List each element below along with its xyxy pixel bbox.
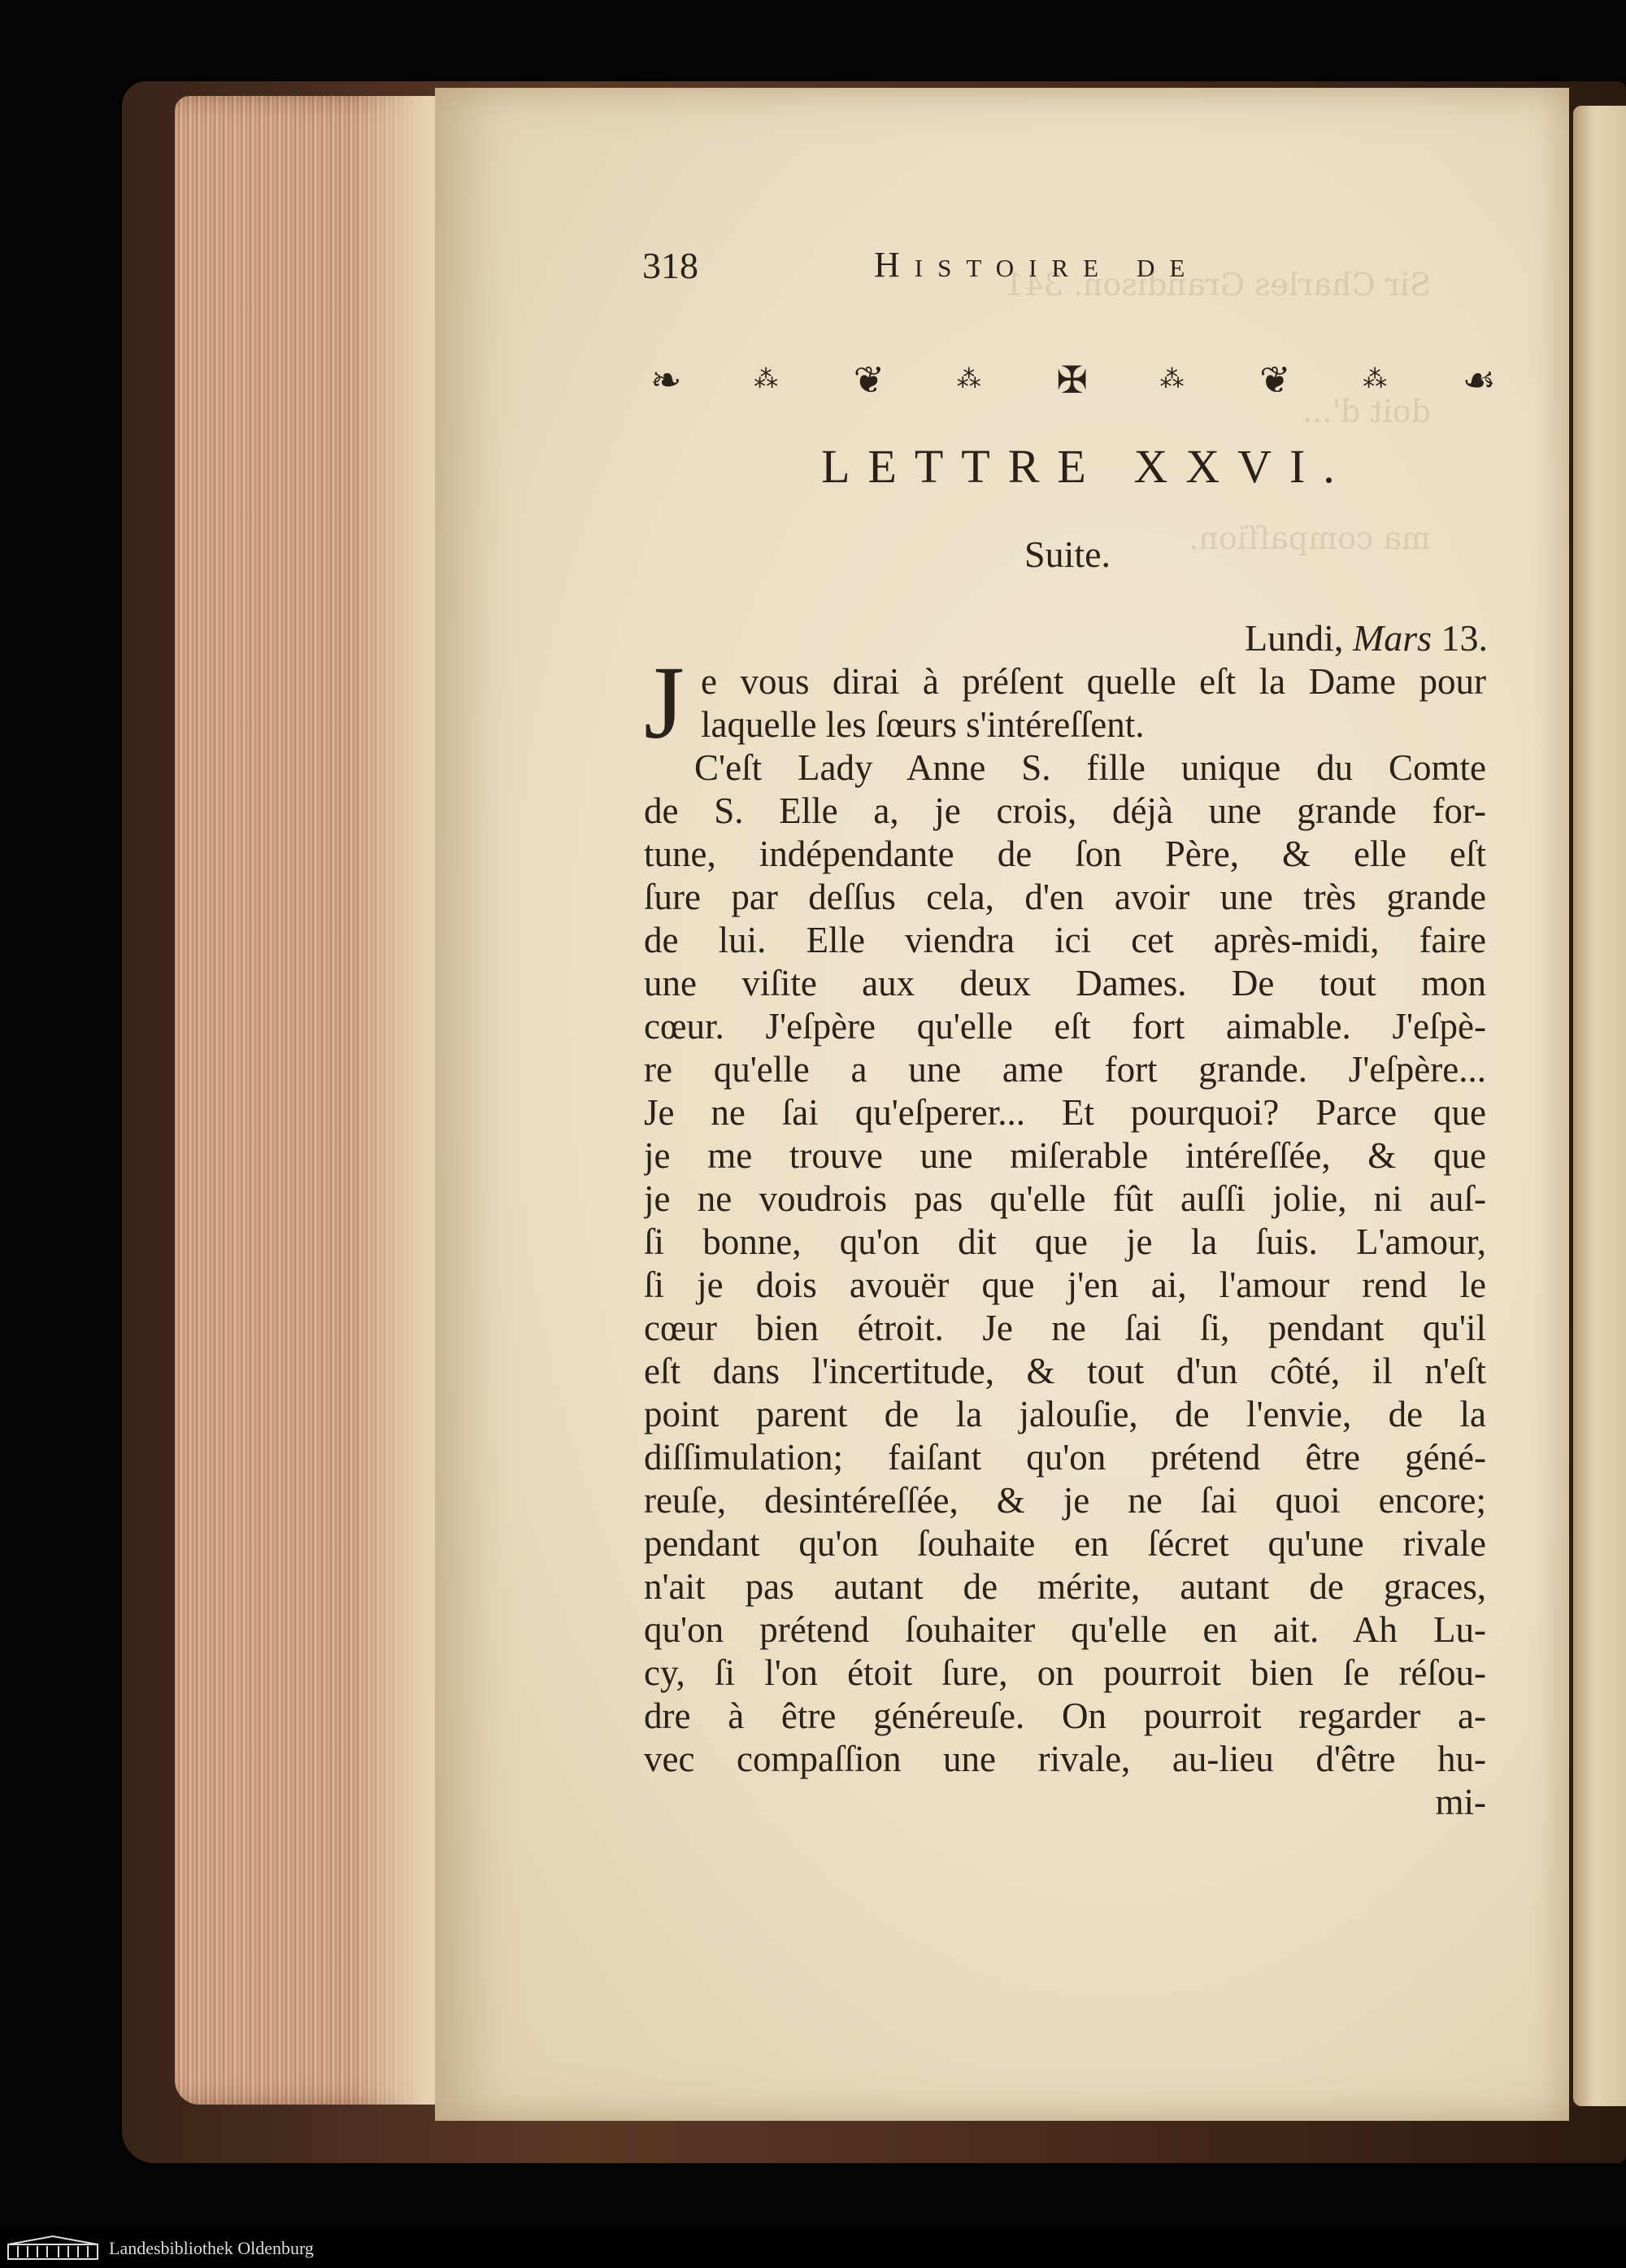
date-day: Lundi, bbox=[1244, 617, 1344, 659]
text-line: e vous dirai à préſent quelle eſt la Dame pour bbox=[701, 661, 1486, 702]
library-footer bbox=[0, 2228, 1626, 2268]
text-line: ſure par deſſus cela, d'en avoir une très grande bbox=[644, 877, 1486, 917]
text-line: point parent de la jalouſie, de l'envie, de la bbox=[644, 1394, 1486, 1434]
text-line: cœur. J'eſpère qu'elle eſt fort aimable. J'eſpè- bbox=[644, 1006, 1486, 1047]
text-line: ſi bonne, qu'on dit que je la ſuis. L'amour, bbox=[644, 1221, 1486, 1262]
catchword: mi- bbox=[1435, 1782, 1486, 1822]
drop-cap: J bbox=[644, 645, 685, 760]
library-name: Landesbibliothek Oldenburg bbox=[109, 2238, 314, 2258]
page-number: 318 bbox=[642, 245, 698, 286]
text-line: laquelle les ſœurs s'intéreſſent. bbox=[701, 704, 1145, 745]
asterisk-ornament-icon: ⁂ bbox=[1159, 365, 1188, 394]
text-line: cy, ſi l'on étoit ſure, on pourroit bien ſe réſou- bbox=[644, 1652, 1486, 1693]
text-line: C'eſt Lady Anne S. fille unique du Comte bbox=[694, 747, 1486, 788]
text-line: de S. Elle a, je crois, déjà une grande for- bbox=[644, 790, 1486, 831]
asterisk-ornament-icon: ⁂ bbox=[1363, 365, 1391, 394]
running-head bbox=[642, 244, 1500, 293]
letter-title: LETTRE XXVI. bbox=[821, 440, 1353, 493]
text-line: de lui. Elle viendra ici cet après-midi, faire bbox=[644, 920, 1486, 960]
fleuron-icon: ☙ bbox=[1462, 358, 1496, 402]
text-line: n'ait pas autant de mérite, autant de graces, bbox=[644, 1566, 1486, 1607]
asterisk-ornament-icon: ⁂ bbox=[754, 365, 782, 394]
scroll-ornament-icon: ❦ bbox=[853, 358, 885, 402]
text-line: dre à être généreuſe. On pourroit regarder a- bbox=[644, 1696, 1486, 1736]
date-number: 13. bbox=[1441, 617, 1488, 659]
text-line: diſſimulation; faiſant qu'on prétend être géné- bbox=[644, 1437, 1486, 1478]
page-edges bbox=[175, 96, 451, 2105]
text-line: tune, indépendante de ſon Père, & elle eſt bbox=[644, 834, 1486, 874]
asterisk-ornament-icon: ⁂ bbox=[956, 365, 985, 394]
text-line: re qu'elle a une ame fort grande. J'eſpère... bbox=[644, 1049, 1486, 1090]
letter-body bbox=[644, 660, 1486, 1824]
text-line: reuſe, desintéreſſée, & je ne ſai quoi encore; bbox=[644, 1480, 1486, 1521]
letter-subtitle: Suite. bbox=[1024, 533, 1111, 575]
text-line: je ne voudrois pas qu'elle fût auſſi jolie, ni auſ- bbox=[644, 1178, 1486, 1219]
cross-ornament-icon: ✠ bbox=[1056, 358, 1088, 402]
library-building-icon bbox=[5, 2235, 101, 2261]
letter-date bbox=[1245, 616, 1488, 660]
ornament-band bbox=[650, 351, 1496, 408]
text-line: une viſite aux deux Dames. De tout mon bbox=[644, 963, 1486, 1003]
text-line: ſi je dois avouër que j'en ai, l'amour rend le bbox=[644, 1265, 1486, 1305]
text-line: vec compaſſion une rivale, au-lieu d'être hu- bbox=[644, 1739, 1486, 1779]
text-line: eſt dans l'incertitude, & tout d'un côté, il n'eſt bbox=[644, 1351, 1486, 1391]
text-line: je me trouve une miſerable intéreſſée, & que bbox=[644, 1135, 1486, 1176]
scroll-ornament-icon: ❦ bbox=[1259, 358, 1291, 402]
text-line: Je ne ſai qu'eſperer... Et pourquoi? Parce que bbox=[644, 1092, 1486, 1133]
date-month: Mars bbox=[1352, 617, 1432, 659]
text-line: cœur bien étroit. Je ne ſai ſi, pendant qu'il bbox=[644, 1308, 1486, 1348]
text-line: pendant qu'on ſouhaite en ſécret qu'une rivale bbox=[644, 1523, 1486, 1564]
running-title: Histoire de bbox=[874, 245, 1200, 285]
facing-page-edge bbox=[1573, 106, 1626, 2106]
text-line: qu'on prétend ſouhaiter qu'elle en ait. Ah Lu- bbox=[644, 1609, 1486, 1650]
fleuron-icon: ❧ bbox=[650, 358, 682, 402]
